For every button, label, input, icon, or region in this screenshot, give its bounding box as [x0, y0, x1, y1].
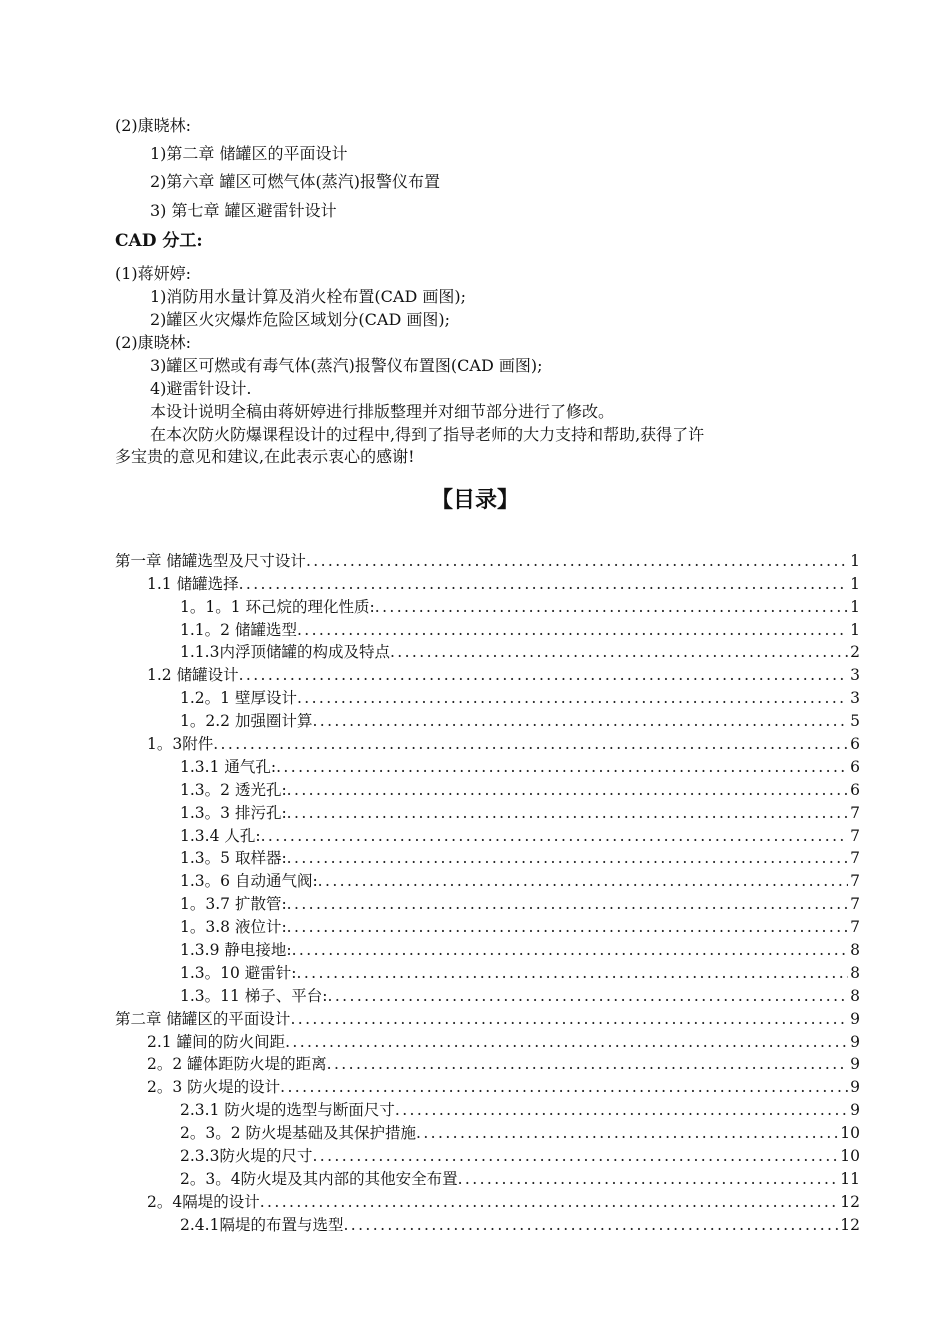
toc-page-number: 1 [850, 620, 860, 639]
toc-entry-title: 1.3。2 透光孔: [180, 780, 287, 799]
toc-leader-dots [280, 1077, 848, 1097]
toc-entry-title: 1.3。5 取样器: [180, 849, 287, 868]
toc-leader-dots [239, 665, 849, 685]
toc-leader-dots [343, 1215, 838, 1235]
toc-page-number: 7 [850, 895, 860, 914]
toc-page-number: 6 [850, 757, 860, 776]
text-line: 1)第二章 储罐区的平面设计 [150, 144, 348, 163]
toc-page-number: 12 [840, 1192, 860, 1211]
toc-page-number: 7 [850, 872, 860, 891]
toc-entry[interactable] [115, 846, 860, 869]
toc-page-number: 1 [850, 551, 860, 570]
toc-entry-title: 2.1 罐间的防火间距 [147, 1032, 286, 1051]
toc-entry-title: 1.1.3内浮顶储罐的构成及特点 [180, 643, 390, 662]
toc-entry-title: 1。1。1 环己烷的理化性质: [180, 597, 375, 616]
toc-page-number: 8 [850, 986, 860, 1005]
toc-page-number: 7 [850, 826, 860, 845]
toc-leader-dots [312, 711, 848, 731]
toc-entry[interactable] [115, 1074, 860, 1097]
toc-title: 【目录】 [430, 488, 519, 513]
toc-leader-dots [287, 780, 848, 800]
toc-entry-title: 1。3.7 扩散管: [180, 895, 287, 914]
toc-entry[interactable] [115, 1052, 860, 1075]
text-line: 3) 第七章 罐区避雷针设计 [150, 201, 337, 220]
toc-entry[interactable] [115, 914, 860, 937]
toc-entry[interactable] [115, 731, 860, 754]
toc-leader-dots [458, 1169, 839, 1189]
toc-entry-title: 1.3。6 自动通气阀: [180, 872, 318, 891]
toc-entry[interactable] [115, 708, 860, 731]
toc-page-number: 10 [840, 1147, 860, 1166]
toc-page-number: 9 [850, 1101, 860, 1120]
toc-leader-dots [312, 1146, 838, 1166]
toc-page-number: 7 [850, 849, 860, 868]
toc-entry-title: 第一章 储罐选型及尺寸设计 [115, 551, 306, 570]
toc-entry-title: 1。2.2 加强圈计算 [180, 712, 313, 731]
toc-entry[interactable] [115, 891, 860, 914]
toc-entry-title: 1.3。3 排污孔: [180, 803, 287, 822]
toc-leader-dots [287, 803, 848, 823]
toc-entry[interactable] [115, 960, 860, 983]
toc-entry-title: 1.1 储罐选择 [147, 574, 239, 593]
toc-entry[interactable] [115, 1189, 860, 1212]
toc-entry-title: 2.3.1 防火堤的选型与断面尺寸 [180, 1101, 395, 1120]
toc-entry-title: 2.3.3防火堤的尺寸 [180, 1147, 313, 1166]
toc-entry-title: 2。2 罐体距防火堤的距离 [147, 1055, 327, 1074]
toc-page-number: 1 [850, 597, 860, 616]
text-line: 1)消防用水量计算及消火栓布置(CAD 画图); [150, 287, 467, 306]
table-of-contents [115, 548, 860, 1235]
toc-entry[interactable] [115, 640, 860, 663]
toc-leader-dots [292, 940, 849, 960]
toc-leader-dots [306, 551, 848, 571]
toc-entry[interactable] [115, 754, 860, 777]
text-line: 本设计说明全稿由蒋妍婷进行排版整理并对细节部分进行了修改。 [150, 402, 615, 421]
toc-entry[interactable] [115, 571, 860, 594]
toc-leader-dots [276, 757, 848, 777]
toc-entry[interactable] [115, 1212, 860, 1235]
toc-page-number: 9 [850, 1078, 860, 1097]
toc-leader-dots [239, 574, 849, 594]
text-line: 3)罐区可燃或有毒气体(蒸汽)报警仪布置图(CAD 画图); [150, 356, 543, 375]
toc-page-number: 10 [840, 1124, 860, 1143]
toc-entry[interactable] [115, 868, 860, 891]
toc-page-number: 9 [850, 1009, 860, 1028]
toc-entry-title: 2。4隔堤的设计 [147, 1192, 260, 1211]
toc-entry-title: 1.3。10 避雷针: [180, 963, 297, 982]
toc-leader-dots [327, 1054, 848, 1074]
toc-entry-title: 1.2。1 壁厚设计 [180, 689, 297, 708]
text-line: 多宝贵的意见和建议,在此表示衷心的感谢! [115, 447, 415, 466]
toc-entry[interactable] [115, 1029, 860, 1052]
toc-leader-dots [297, 620, 848, 640]
toc-leader-dots [416, 1123, 838, 1143]
toc-leader-dots [395, 1100, 848, 1120]
toc-page-number: 3 [850, 666, 860, 685]
toc-page-number: 3 [850, 689, 860, 708]
toc-entry-title: 1。3附件 [147, 735, 214, 754]
toc-leader-dots [260, 1192, 839, 1212]
section-heading: CAD 分工: [115, 231, 203, 251]
toc-entry[interactable] [115, 823, 860, 846]
toc-page-number: 7 [850, 803, 860, 822]
toc-entry[interactable] [115, 594, 860, 617]
toc-leader-dots [261, 826, 849, 846]
toc-leader-dots [290, 1009, 848, 1029]
toc-entry-title: 2.4.1隔堤的布置与选型 [180, 1215, 344, 1234]
text-line: 4)避雷针设计. [150, 379, 252, 398]
toc-leader-dots [297, 688, 848, 708]
toc-page-number: 8 [850, 941, 860, 960]
text-line: (1)蒋妍婷: [115, 264, 192, 283]
toc-entry[interactable] [115, 1143, 860, 1166]
toc-entry-title: 1.1。2 储罐选型 [180, 620, 297, 639]
text-line: 2)罐区火灾爆炸危险区域划分(CAD 画图); [150, 310, 451, 329]
toc-entry-title: 第二章 储罐区的平面设计 [115, 1009, 291, 1028]
text-line: (2)康晓林: [115, 333, 192, 352]
toc-page-number: 11 [840, 1169, 860, 1188]
toc-leader-dots [287, 848, 848, 868]
toc-leader-dots [285, 1032, 848, 1052]
toc-page-number: 7 [850, 918, 860, 937]
toc-leader-dots [287, 894, 848, 914]
toc-entry[interactable] [115, 1097, 860, 1120]
toc-entry[interactable] [115, 1166, 860, 1189]
toc-leader-dots [297, 963, 849, 983]
toc-leader-dots [390, 642, 848, 662]
toc-entry[interactable] [115, 662, 860, 685]
text-line: 在本次防火防爆课程设计的过程中,得到了指导老师的大力支持和帮助,获得了许 [150, 425, 705, 444]
toc-entry[interactable] [115, 548, 860, 571]
toc-page-number: 8 [850, 963, 860, 982]
toc-entry-title: 1。3.8 液位计: [180, 918, 287, 937]
toc-entry-title: 1.3.4 人孔: [180, 826, 261, 845]
toc-page-number: 2 [850, 643, 860, 662]
toc-page-number: 6 [850, 735, 860, 754]
toc-entry[interactable] [115, 1006, 860, 1029]
toc-page-number: 5 [850, 712, 860, 731]
toc-page-number: 9 [850, 1032, 860, 1051]
toc-entry-title: 1.3。11 梯子、平台: [180, 986, 328, 1005]
toc-leader-dots [375, 597, 848, 617]
toc-entry[interactable] [115, 937, 860, 960]
toc-entry-title: 1.3.9 静电接地: [180, 941, 292, 960]
toc-entry[interactable] [115, 983, 860, 1006]
toc-page-number: 1 [850, 574, 860, 593]
toc-page-number: 6 [850, 780, 860, 799]
text-line: (2)康晓林: [115, 116, 192, 135]
toc-entry[interactable] [115, 1120, 860, 1143]
toc-entry-title: 1.3.1 通气孔: [180, 757, 277, 776]
toc-entry[interactable] [115, 685, 860, 708]
toc-page-number: 12 [840, 1215, 860, 1234]
toc-leader-dots [287, 917, 848, 937]
toc-page-number: 9 [850, 1055, 860, 1074]
text-line: 2)第六章 罐区可燃气体(蒸汽)报警仪布置 [150, 172, 440, 191]
toc-entry[interactable] [115, 617, 860, 640]
toc-entry[interactable] [115, 800, 860, 823]
toc-entry[interactable] [115, 777, 860, 800]
toc-entry-title: 2。3。2 防火堤基础及其保护措施 [180, 1124, 417, 1143]
toc-leader-dots [318, 871, 848, 891]
toc-leader-dots [213, 734, 848, 754]
toc-leader-dots [328, 986, 849, 1006]
toc-entry-title: 2。3 防火堤的设计 [147, 1078, 281, 1097]
toc-entry-title: 1.2 储罐设计 [147, 666, 239, 685]
toc-entry-title: 2。3。4防火堤及其内部的其他安全布置 [180, 1169, 458, 1188]
